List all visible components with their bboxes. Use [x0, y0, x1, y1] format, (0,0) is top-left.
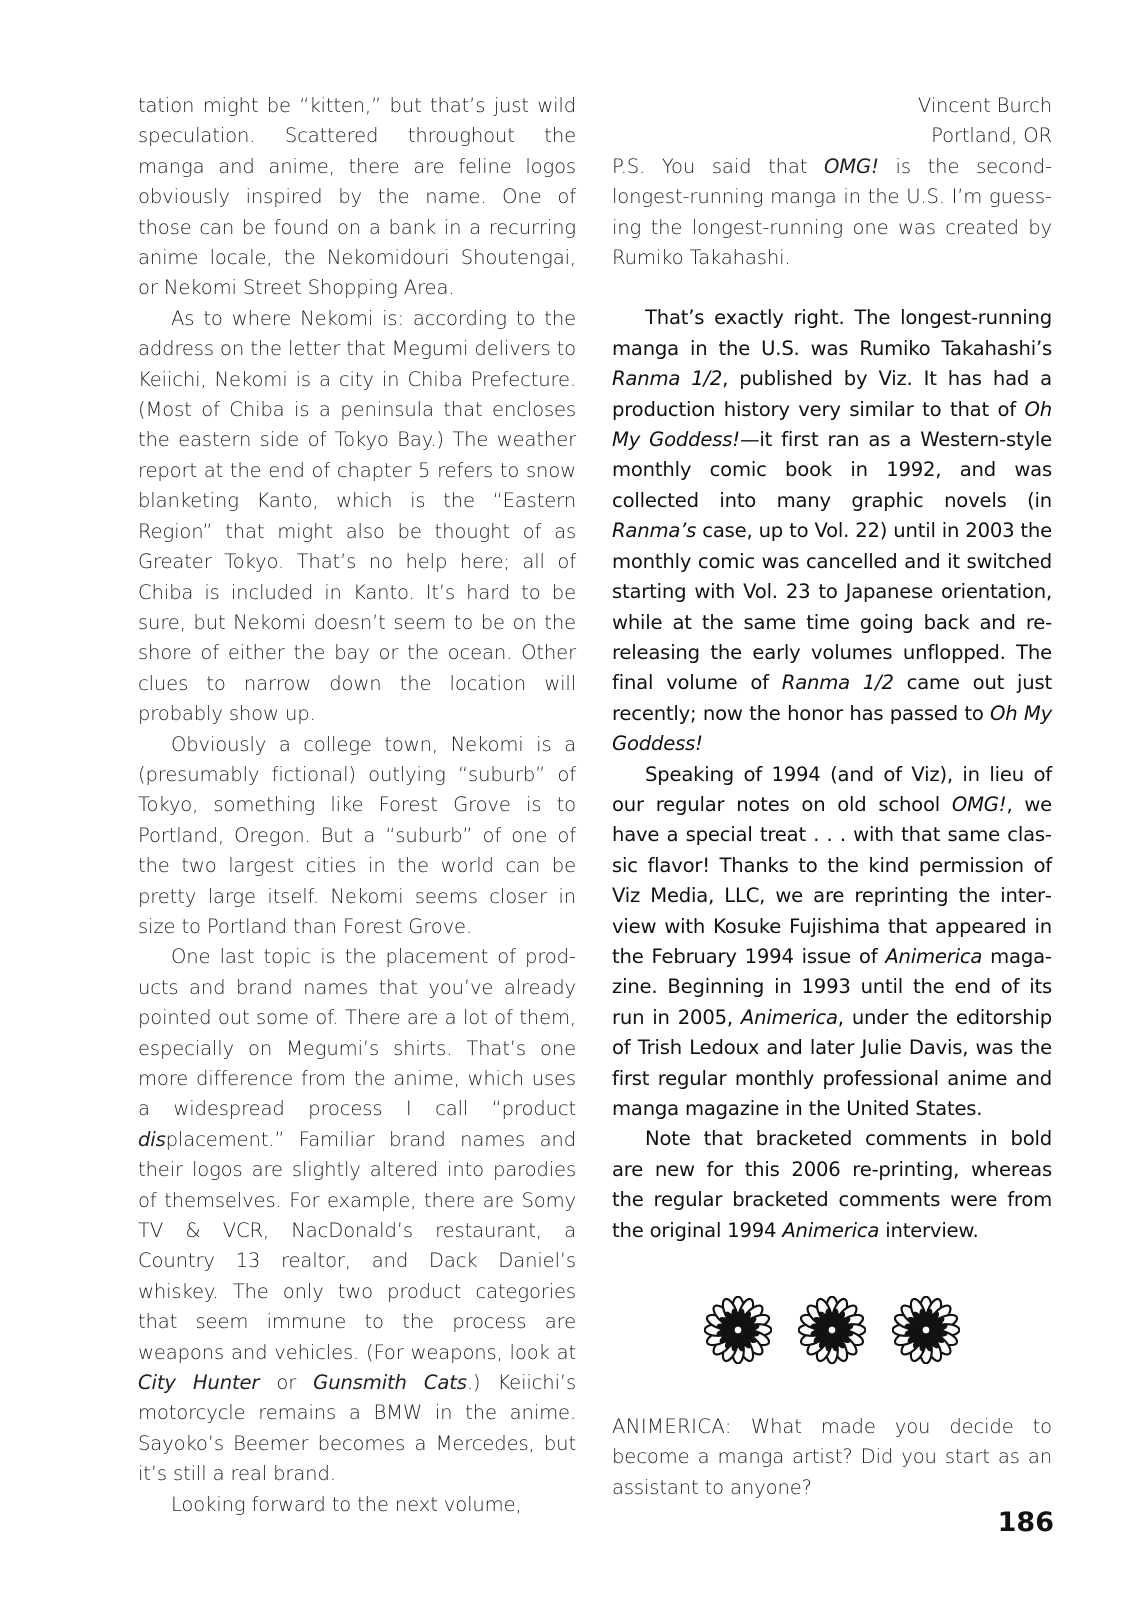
reply-paragraph-brackets	[612, 1124, 1052, 1246]
text-run: interview.	[879, 1218, 979, 1242]
chrysanthemum-flower-icon	[704, 1296, 772, 1364]
text-run: tation might be “kitten,” but that’s just wild speculation. Scattered throughout the manga and anime, there are feline logos obviously inspired by the name. One of those can be found on a bank in a recurring anime locale, the Nekomidouri Shoutengai, or Nekomi Street Shopping Area.	[138, 94, 576, 300]
text-run: Gunsmith Cats	[313, 1371, 467, 1395]
text-run: Ranma 1/2	[781, 671, 894, 695]
text-run: placement.” Familiar brand names and their logos are slightly altered into parodies of themselves. For example, there are Somy TV & VCR, NacDonald’s restaurant, a Country 13 realtor, and Dack Daniel’s whiskey. The only two product categories that seem immune to the process are weapons and vehicles. (For weapons, look at	[138, 1127, 576, 1364]
text-run: OMG!	[951, 792, 1007, 816]
text-run: magazine. Beginning in 1993 until the end of its run in 2005,	[612, 944, 1052, 1029]
text-run: Oh My Goddess!	[612, 701, 1052, 756]
text-run: Note that bracketed comments in bold are new for this 2006 re-printing, whereas the regular bracketed comments were from the original 1994	[612, 1127, 1052, 1242]
reply-paragraph-ranma	[612, 303, 1052, 759]
paragraph-product-placement	[138, 942, 576, 1489]
text-run: , we have a special treat . . . with that same classic flavor! Thanks to the kind permission of Viz Media, LLC, we are reprinting the interview with Kosuke Fujishima that appeared in the February 1994 issue of	[612, 792, 1052, 968]
text-run: That’s exactly right. The longest-running manga in the U.S. was Rumiko Takahashi’s	[612, 306, 1052, 360]
paragraph-kitten	[138, 91, 576, 304]
text-run: Obviously a college town, Nekomi is a (presumably fictional) outlying “suburb” of Tokyo, something like Forest Grove is to Portland, Oregon. But a “suburb” of one of the two largest cities in the world can be pretty large itself. Nekomi seems closer in size to Portland than Forest Grove.	[138, 732, 576, 938]
paragraph-nekomi-location	[138, 304, 576, 730]
signature-name: Vincent Burch	[917, 94, 1052, 117]
text-run: OMG!	[824, 154, 879, 178]
interview-question-text: What made you decide to become a manga artist? Did you start as an assistant to anyone?	[612, 1415, 1052, 1499]
interview-speaker-label: ANIMERICA:	[612, 1415, 732, 1439]
text-run: or	[259, 1371, 314, 1395]
text-run: —it first ran as a Western-style monthly comic book in 1992, and was collected into many graphic novels (in	[612, 428, 1052, 512]
text-run: One last topic is the placement of products and brand names that you’ve already pointed out some of. There are a lot of them, especially on Megumi’s shirts. That’s one more difference from the anime, which uses a widespread process I call “product	[138, 945, 576, 1121]
signature-place: Portland, OR	[931, 124, 1052, 148]
text-run: is the second-longest-running manga in the U.S. I’m guessing the longest-running one was created by Rumiko Takahashi.	[612, 154, 1052, 270]
text-run: Speaking of 1994 (and of Viz), in lieu of our regular notes on old school	[612, 762, 1052, 816]
paragraph-closing	[138, 1490, 576, 1520]
text-run: Oh My Goddess!	[612, 397, 1052, 452]
text-run: Animerica	[740, 1005, 838, 1029]
text-run: Animerica	[782, 1218, 880, 1242]
text-run: Looking forward to the next volume,	[171, 1492, 522, 1516]
text-run: , under the editorship of Trish Ledoux and later Julie Davis, was the first regular monthly professional anime and manga magazine in the United States.	[612, 1005, 1052, 1120]
text-run: came out just recently; now the honor has passed to	[612, 671, 1052, 725]
reply-paragraph-animerica	[612, 760, 1052, 1125]
chrysanthemum-flower-icon	[798, 1296, 866, 1364]
page-number: 186	[997, 1507, 1054, 1538]
text-run: .) Keiichi’s motorcycle remains a BMW in the anime. Sayoko’s Beemer becomes a Mercedes, but it’s still a real brand.	[138, 1371, 576, 1486]
section-divider	[612, 1296, 1052, 1364]
text-run: Ranma’s	[612, 519, 697, 543]
text-run: case, up to Vol. 22) until in 2003 the monthly comic was cancelled and it switched starting with Vol. 23 to Japanese orientation, while at the same time going back and re-releasing the early volumes unflopped. The final volume of	[612, 519, 1052, 695]
text-run: , published by Viz. It has had a production history very similar to that of	[612, 367, 1052, 421]
text-run: As to where Nekomi is: according to the address on the letter that Megumi delivers to Keiichi, Nekomi is a city in Chiba Prefecture. (Most of Chiba is a peninsula that encloses the eastern side of Tokyo Bay.) The weather report at the end of chapter 5 refers to snow blanketing Kanto, which is the “Eastern Region” that might also be thought of as Greater Tokyo. That’s no help here; all of Chiba is included in Kanto. It’s hard to be sure, but Nekomi doesn’t seem to be on the shore of either the bay or the ocean. Other clues to narrow down the location will probably show up.	[138, 306, 576, 726]
text-run: dis	[138, 1127, 166, 1151]
left-column	[138, 91, 576, 1520]
text-run: City Hunter	[138, 1371, 260, 1395]
text-run: P.S. You said that	[612, 154, 825, 178]
postscript	[612, 152, 1052, 274]
interview-question	[612, 1412, 1052, 1503]
text-run: Animerica	[885, 944, 983, 968]
right-column	[612, 91, 1052, 1503]
chrysanthemum-flower-icon	[892, 1296, 960, 1364]
paragraph-college-town	[138, 730, 576, 943]
text-run: Ranma 1/2	[612, 367, 723, 391]
